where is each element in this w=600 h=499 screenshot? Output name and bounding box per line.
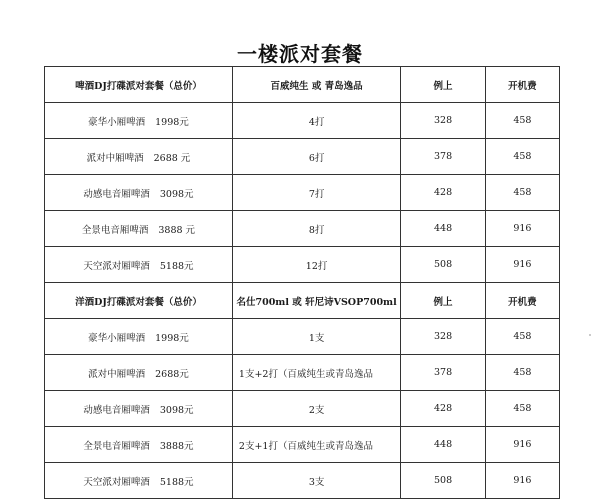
opening-fee-cell: 458 xyxy=(485,355,559,391)
room-package-cell xyxy=(45,211,233,247)
drink-cell: 1支 xyxy=(232,319,400,355)
opening-fee-cell: 458 xyxy=(485,319,559,355)
room-price: 1998元 xyxy=(155,332,189,344)
room-name: 全景电音厢啤酒 xyxy=(83,440,150,452)
drink-cell: 2支 xyxy=(232,391,400,427)
room-name: 派对中厢啤酒 xyxy=(86,152,144,164)
drink-cell: 12打 xyxy=(232,247,400,283)
opening-fee-cell: 458 xyxy=(485,139,559,175)
room-name: 动感电音厢啤酒 xyxy=(83,404,150,416)
opening-fee-cell: 916 xyxy=(485,427,559,463)
scan-speck xyxy=(589,334,591,336)
room-name: 天空派对厢啤酒 xyxy=(83,260,150,272)
opening-fee-cell: 458 xyxy=(485,103,559,139)
drink-cell: 8打 xyxy=(232,211,400,247)
beer-weekday-header: 例上 xyxy=(401,67,486,103)
table-row xyxy=(45,355,560,391)
drink-cell: 1支+2打（百威纯生或青岛逸品 xyxy=(232,355,400,391)
drink-cell: 7打 xyxy=(232,175,400,211)
beer-section-header xyxy=(45,67,560,103)
weekday-cell: 448 xyxy=(401,211,486,247)
weekday-cell: 448 xyxy=(401,427,486,463)
room-price: 3098元 xyxy=(159,404,194,416)
room-price: 2688元 xyxy=(155,368,189,380)
room-name: 豪华小厢啤酒 xyxy=(88,332,146,344)
drink-cell: 6打 xyxy=(232,139,400,175)
opening-fee-cell: 916 xyxy=(485,463,559,499)
room-price: 5188元 xyxy=(159,260,194,272)
page-title: 一楼派对套餐 xyxy=(237,42,363,66)
table-row xyxy=(45,103,560,139)
table-row xyxy=(45,247,560,283)
weekday-cell: 508 xyxy=(401,463,486,499)
room-package-cell xyxy=(45,355,233,391)
beer-opening-fee-header: 开机费 xyxy=(485,67,559,103)
room-package-cell xyxy=(45,463,233,499)
spirits-section-header xyxy=(45,283,560,319)
room-package-cell xyxy=(45,391,233,427)
weekday-cell: 328 xyxy=(401,319,486,355)
drink-cell: 2支+1打（百威纯生或青岛逸品 xyxy=(232,427,400,463)
weekday-cell: 378 xyxy=(401,139,486,175)
table-row xyxy=(45,427,560,463)
room-name: 派对中厢啤酒 xyxy=(88,368,146,380)
opening-fee-cell: 458 xyxy=(485,175,559,211)
opening-fee-cell: 916 xyxy=(485,211,559,247)
room-package-cell xyxy=(45,427,233,463)
table-row xyxy=(45,139,560,175)
beer-package-header: 啤酒DJ打碟派对套餐（总价） xyxy=(45,67,233,103)
room-price: 3888元 xyxy=(159,440,194,452)
spirits-package-header: 洋酒DJ打碟派对套餐（总价） xyxy=(45,283,233,319)
opening-fee-cell: 916 xyxy=(485,247,559,283)
party-package-table xyxy=(44,66,560,499)
opening-fee-cell: 458 xyxy=(485,391,559,427)
room-name: 动感电音厢啤酒 xyxy=(83,188,150,200)
room-package-cell xyxy=(45,139,233,175)
room-price: 3098元 xyxy=(159,188,194,200)
table-row xyxy=(45,319,560,355)
room-price: 5188元 xyxy=(159,476,194,488)
table-row xyxy=(45,463,560,499)
room-name: 豪华小厢啤酒 xyxy=(88,116,146,128)
drink-cell: 4打 xyxy=(232,103,400,139)
weekday-cell: 428 xyxy=(401,391,486,427)
table-row xyxy=(45,211,560,247)
room-name: 全景电音厢啤酒 xyxy=(81,224,149,236)
room-price: 2688 元 xyxy=(153,152,191,164)
weekday-cell: 428 xyxy=(401,175,486,211)
table-row xyxy=(45,175,560,211)
room-package-cell xyxy=(45,175,233,211)
spirits-drink-header: 名仕700ml 或 轩尼诗VSOP700ml xyxy=(232,283,400,319)
room-price: 3888 元 xyxy=(158,224,196,236)
drink-cell: 3支 xyxy=(232,463,400,499)
spirits-opening-fee-header: 开机费 xyxy=(485,283,559,319)
weekday-cell: 378 xyxy=(401,355,486,391)
table-row xyxy=(45,391,560,427)
room-package-cell xyxy=(45,319,233,355)
beer-drink-header: 百威纯生 或 青岛逸品 xyxy=(232,67,400,103)
weekday-cell: 508 xyxy=(401,247,486,283)
weekday-cell: 328 xyxy=(401,103,486,139)
room-package-cell xyxy=(45,103,233,139)
room-package-cell xyxy=(45,247,233,283)
spirits-weekday-header: 例上 xyxy=(401,283,486,319)
room-name: 天空派对厢啤酒 xyxy=(83,476,150,488)
room-price: 1998元 xyxy=(155,116,189,128)
